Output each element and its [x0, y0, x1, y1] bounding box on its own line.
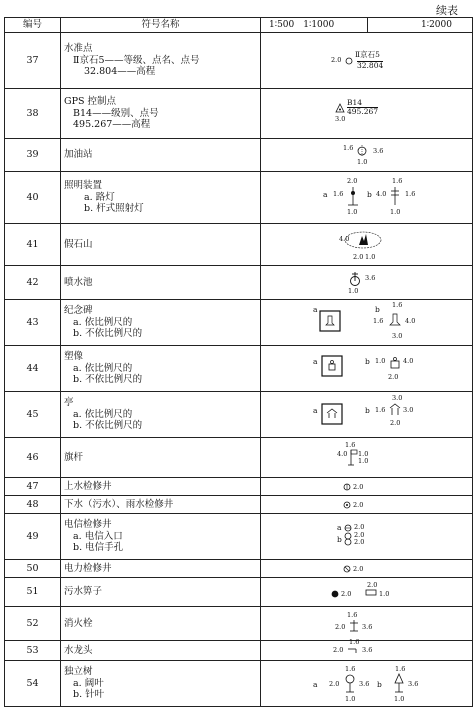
name-line: Ⅱ京石5——等级、点名、点号 — [73, 54, 200, 66]
sewer-grate-rect-symbol — [365, 589, 377, 597]
dim-label: 3.6 — [408, 680, 419, 688]
dim-label: 1.6 — [347, 611, 358, 619]
dim-label: 1.6 — [349, 638, 360, 646]
table-row — [5, 514, 473, 560]
dim-label: 1.0 — [379, 590, 390, 598]
telecom-handhole-symbol — [344, 532, 354, 546]
faucet-symbol — [347, 645, 359, 655]
conifer-tree-symbol — [392, 673, 406, 695]
row-number: 47 — [5, 478, 61, 496]
variant-label: b — [377, 680, 382, 689]
dim-label: 2.0 — [353, 501, 364, 509]
name-line: b. 不依比例尺的 — [73, 328, 143, 340]
name-line: B14——级别、点号 — [73, 107, 159, 119]
water-supply-well-symbol — [343, 483, 353, 492]
row-number: 40 — [5, 172, 61, 224]
row-number: 41 — [5, 224, 61, 266]
variant-label: b — [365, 357, 370, 366]
pavilion-symbol — [388, 402, 402, 418]
dim-label: 2.0 — [388, 373, 399, 381]
name-line: a. 依比例尺的 — [73, 408, 133, 420]
symbol-cell — [261, 89, 473, 139]
dim-label: 3.0 — [392, 394, 403, 402]
row-number: 43 — [5, 300, 61, 346]
row-number: 39 — [5, 139, 61, 172]
sewer-grate-symbol — [331, 590, 341, 599]
variant-label: a — [313, 357, 318, 366]
row-name — [61, 139, 261, 172]
table-row — [5, 496, 473, 514]
drain-well-symbol — [343, 501, 353, 510]
row-name — [61, 346, 261, 392]
row-number: 37 — [5, 33, 61, 89]
dim-label: 1.6 — [343, 144, 354, 152]
symbol-cell — [261, 514, 473, 560]
pavilion-scaled-symbol — [321, 403, 343, 425]
variant-label: a — [337, 523, 342, 532]
dim-label: 1.6 — [392, 177, 403, 185]
row-name — [61, 172, 261, 224]
name-title: 独立树 — [64, 665, 93, 677]
table-row — [5, 560, 473, 578]
symbol-text: B14 — [347, 98, 363, 107]
dim-label: 2.0 — [333, 646, 344, 654]
name-title: GPS 控制点 — [64, 95, 117, 107]
fuel-station-symbol — [356, 144, 370, 158]
dim-label: 3.0 — [335, 115, 346, 123]
row-name — [61, 641, 261, 661]
symbol-cell — [261, 496, 473, 514]
dim-label: 2.0 — [354, 523, 365, 531]
row-number: 45 — [5, 392, 61, 438]
table-row — [5, 392, 473, 438]
name-title: 亭 — [64, 396, 74, 408]
row-name — [61, 224, 261, 266]
dim-label: 3.6 — [362, 623, 373, 631]
table-row — [5, 172, 473, 224]
table-row — [5, 33, 473, 89]
symbol-text: 495.267 — [347, 107, 379, 116]
symbol-cell — [261, 607, 473, 641]
table-row — [5, 578, 473, 607]
dim-label: 2.0 — [331, 56, 342, 64]
name-title: 电信检修井 — [64, 518, 112, 530]
row-name — [61, 514, 261, 560]
variant-label: a — [313, 305, 318, 314]
table-header-row — [5, 18, 473, 33]
symbol-cell — [261, 478, 473, 496]
header-symbol-name: 符号名称 — [61, 18, 261, 33]
name-line: b. 不依比例尺的 — [73, 374, 143, 386]
symbol-cell — [261, 139, 473, 172]
symbol-cell — [261, 560, 473, 578]
dim-label: 2.0 — [353, 565, 364, 573]
table-row — [5, 478, 473, 496]
dim-label: 1.6 — [405, 190, 416, 198]
dim-label: 3.6 — [365, 274, 376, 282]
name-title: 喷水池 — [64, 276, 93, 288]
dim-label: 1.6 — [373, 317, 384, 325]
symbol-cell — [261, 33, 473, 89]
header-number: 编号 — [5, 18, 61, 33]
monument-symbol — [388, 312, 402, 328]
floodlight-symbol — [388, 185, 402, 207]
row-number: 51 — [5, 578, 61, 607]
header-scales — [261, 18, 473, 33]
name-title: 旗杆 — [64, 451, 84, 463]
row-name — [61, 438, 261, 478]
row-number: 42 — [5, 266, 61, 300]
dim-label: 4.0 — [403, 357, 414, 365]
symbol-cell — [261, 346, 473, 392]
row-number: 46 — [5, 438, 61, 478]
dim-label: 1.6 — [345, 665, 356, 673]
table-row — [5, 139, 473, 172]
name-title: 水龙头 — [64, 644, 93, 656]
row-name — [61, 560, 261, 578]
variant-label: a — [313, 406, 318, 415]
symbol-cell — [261, 172, 473, 224]
symbol-text: 32.804 — [357, 61, 384, 70]
dim-label: 2.0 — [367, 581, 378, 589]
dim-label: 2.0 — [329, 680, 340, 688]
variant-label: b — [365, 406, 370, 415]
dim-label: 3.0 — [403, 406, 414, 414]
symbol-cell — [261, 300, 473, 346]
dim-label: 1.0 — [358, 450, 369, 458]
dim-label: 1.0 — [394, 695, 405, 703]
variant-label: a — [323, 190, 328, 199]
name-title: 消火栓 — [64, 617, 93, 629]
dim-label: 1.0 — [375, 357, 386, 365]
row-name — [61, 478, 261, 496]
continued-label: 续表 — [436, 4, 458, 17]
dim-label: 1.6 — [395, 665, 406, 673]
fire-hydrant-symbol — [348, 619, 360, 633]
variant-label: b — [337, 535, 342, 544]
symbol-cell — [261, 224, 473, 266]
variant-label: a — [313, 680, 318, 689]
dim-label: 1.0 — [348, 287, 359, 295]
table-row — [5, 346, 473, 392]
row-number: 44 — [5, 346, 61, 392]
dim-label: 1.0 — [365, 253, 376, 261]
name-title: 下水（污水）、雨水检修井 — [64, 498, 174, 510]
symbol-cell — [261, 578, 473, 607]
name-line: a. 电信入口 — [73, 530, 123, 542]
row-name — [61, 496, 261, 514]
name-line: b. 不依比例尺的 — [73, 420, 143, 432]
table-row — [5, 266, 473, 300]
table-row — [5, 300, 473, 346]
row-number: 52 — [5, 607, 61, 641]
dim-label: 1.0 — [345, 695, 356, 703]
dim-label: 2.0 — [341, 590, 352, 598]
dim-label: 3.0 — [392, 332, 403, 340]
header-scale-small: 1∶2000 — [421, 20, 452, 30]
row-number: 48 — [5, 496, 61, 514]
row-number: 54 — [5, 661, 61, 707]
row-name — [61, 89, 261, 139]
name-line: a. 路灯 — [84, 191, 115, 203]
symbol-table — [4, 17, 473, 707]
dim-label: 1.6 — [345, 441, 356, 449]
dim-label: 4.0 — [376, 190, 387, 198]
row-name — [61, 392, 261, 438]
dim-label: 1.6 — [375, 406, 386, 414]
gps-triangle-symbol — [335, 103, 345, 113]
statue-scaled-symbol — [321, 355, 343, 377]
variant-label: b — [375, 305, 380, 314]
table-row — [5, 641, 473, 661]
dim-label: 4.0 — [339, 235, 350, 243]
name-line: b. 杆式照射灯 — [84, 203, 144, 215]
name-title: 电力检修井 — [64, 562, 112, 574]
dim-label: 2.0 — [353, 253, 364, 261]
fountain-symbol — [348, 271, 362, 287]
dim-label: 2.0 — [390, 419, 401, 427]
name-title: 假石山 — [64, 238, 93, 250]
statue-symbol — [388, 355, 402, 371]
name-title: 纪念碑 — [64, 304, 93, 316]
symbol-cell — [261, 266, 473, 300]
table-row — [5, 224, 473, 266]
row-number: 38 — [5, 89, 61, 139]
row-number: 53 — [5, 641, 61, 661]
dim-label: 3.6 — [362, 646, 373, 654]
name-title: 水准点 — [64, 42, 93, 54]
variant-label: b — [367, 190, 372, 199]
table-row — [5, 89, 473, 139]
dim-label: 2.0 — [354, 538, 365, 546]
table-row — [5, 438, 473, 478]
name-title: 污水箅子 — [64, 586, 103, 598]
table-row — [5, 607, 473, 641]
dim-label: 1.0 — [347, 208, 358, 216]
broadleaf-tree-symbol — [343, 673, 357, 695]
street-lamp-symbol — [346, 185, 360, 207]
dim-label: 2.0 — [353, 483, 364, 491]
power-well-symbol — [343, 565, 353, 574]
symbol-text: Ⅱ京石5 — [355, 50, 380, 59]
row-name — [61, 33, 261, 89]
dim-label: 4.0 — [337, 450, 348, 458]
symbol-cell — [261, 638, 473, 661]
name-line: 32.804——高程 — [84, 66, 156, 78]
dim-label: 2.0 — [335, 623, 346, 631]
name-title: 塑像 — [64, 350, 84, 362]
dim-label: 2.0 — [354, 531, 365, 539]
symbol-cell — [261, 392, 473, 438]
row-name — [61, 300, 261, 346]
row-number: 50 — [5, 560, 61, 578]
row-name — [61, 578, 261, 607]
name-line: a. 依比例尺的 — [73, 316, 133, 328]
dim-label: 3.6 — [359, 680, 370, 688]
dim-label: 1.0 — [358, 457, 369, 465]
row-name — [61, 607, 261, 641]
name-line: a. 依比例尺的 — [73, 362, 133, 374]
symbol-cell — [261, 438, 473, 478]
name-line: b. 针叶 — [73, 689, 105, 701]
name-line: a. 阔叶 — [73, 677, 104, 689]
name-title: 照明装置 — [64, 179, 103, 191]
name-line: b. 电信手孔 — [73, 542, 124, 554]
header-scale-large: 1∶500 1∶1000 — [269, 20, 335, 30]
dim-label: 1.0 — [357, 158, 368, 166]
name-title: 上水检修井 — [64, 480, 112, 492]
dim-label: 1.6 — [392, 301, 403, 309]
dim-label: 4.0 — [405, 317, 416, 325]
dim-label: 3.6 — [373, 147, 384, 155]
row-name — [61, 266, 261, 300]
row-number: 49 — [5, 514, 61, 560]
name-line: 495.267——高程 — [73, 119, 151, 131]
dim-label: 2.0 — [347, 177, 358, 185]
name-title: 加油站 — [64, 149, 93, 161]
dim-label: 1.0 — [390, 208, 401, 216]
monument-scaled-symbol — [319, 310, 341, 332]
dim-label: 1.6 — [333, 190, 344, 198]
